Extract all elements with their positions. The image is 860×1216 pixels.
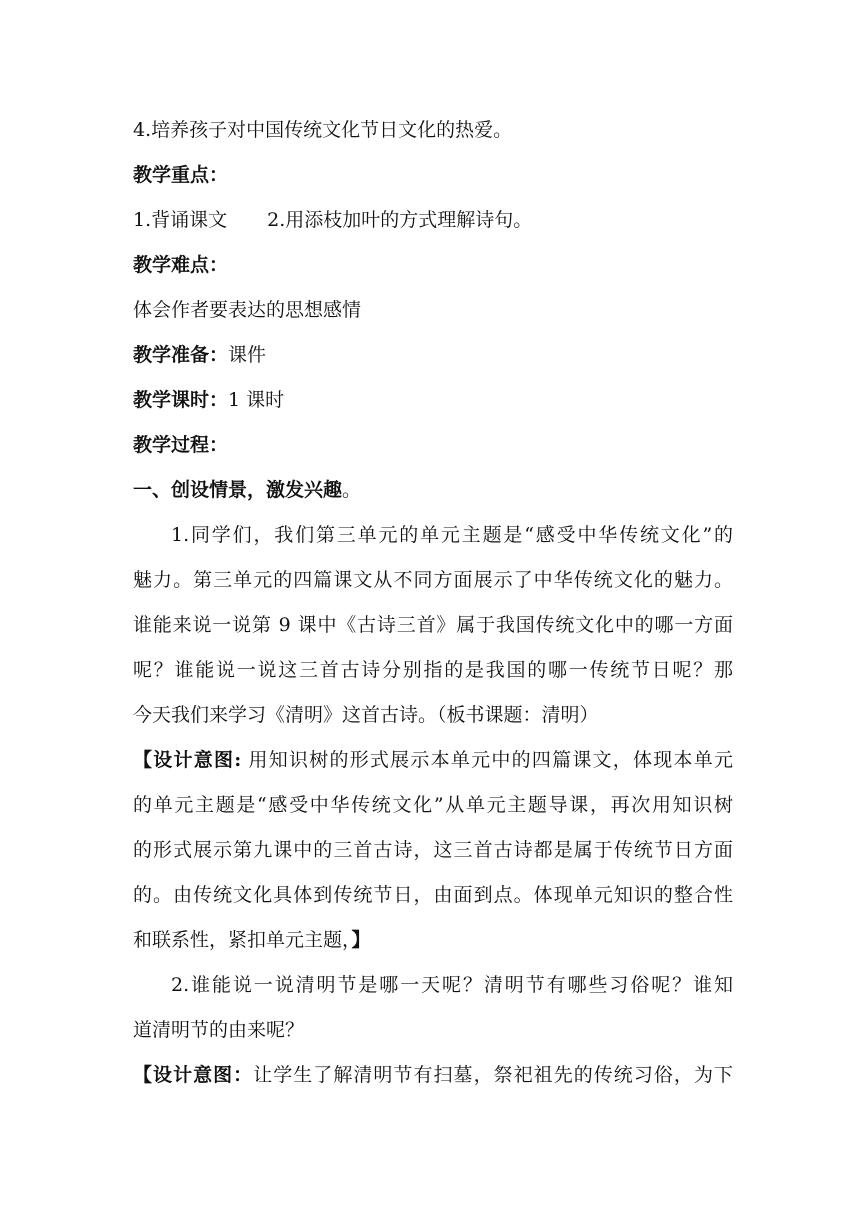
para1-line: 今天我们来学习《清明》这首古诗。（板书课题：清明） <box>133 704 599 726</box>
duration-line <box>133 386 733 414</box>
key-points-heading: 教学重点： <box>133 164 229 186</box>
intent1-text: 和联系性，紧扣单元主题， <box>133 929 352 951</box>
section-1-title-line <box>133 476 733 504</box>
preparation-value: 课件 <box>228 344 267 366</box>
key-points-line <box>133 206 733 234</box>
preparation-label: 教学准备： <box>133 344 229 366</box>
para1-line: 谁能来说一说第 9 课中《古诗三首》属于我国传统文化中的哪一方面 <box>133 614 733 636</box>
intent2-line <box>133 1061 733 1089</box>
intent1-text: 用知识树的形式展示本单元中的四篇课文，体现本单元 <box>241 749 733 771</box>
intent1-line: 的形式展示第九课中的三首古诗，这三首古诗都是属于传统节日方面 <box>133 839 733 861</box>
intent1-first-line <box>133 746 733 774</box>
difficulty-heading: 教学难点： <box>133 254 229 276</box>
para1-line: 呢？谁能说一说这三首古诗分别指的是我国的哪一传统节日呢？那 <box>133 659 733 681</box>
intent1-label: 【设计意图 <box>133 749 235 771</box>
intent1-close: 】 <box>351 929 371 951</box>
intent1-colon: : <box>234 749 242 771</box>
section-1-title: 一、创设情景，激发兴趣 <box>133 479 343 501</box>
key-point-1: 1.背诵课文 <box>133 209 228 231</box>
intent1-line: 的。由传统文化具体到传统节日，由面到点。体现单元知识的整合性 <box>133 884 733 906</box>
objective-item-4: 4.培养孩子对中国传统文化节日文化的热爱。 <box>133 119 513 141</box>
para1-line: 魅力。第三单元的四篇课文从不同方面展示了中华传统文化的魅力。 <box>133 569 733 591</box>
para2-line: 道清明节的由来呢？ <box>133 1019 305 1041</box>
intent2-text: 让学生了解清明节有扫墓，祭祀祖先的传统习俗，为下 <box>253 1064 733 1086</box>
duration-value: 1 课时 <box>228 389 285 411</box>
preparation-line <box>133 341 733 369</box>
intent2-label: 【设计意图： <box>133 1064 254 1086</box>
duration-label: 教学课时： <box>133 389 229 411</box>
section-1-title-end: 。 <box>342 479 362 501</box>
difficulty-text: 体会作者要表达的思想感情 <box>133 299 362 321</box>
intent1-last-line <box>133 926 733 954</box>
para1-line: 1.同学们，我们第三单元的单元主题是“感受中华传统文化”的 <box>171 524 733 546</box>
process-heading: 教学过程： <box>133 434 229 456</box>
para2-line: 2.谁能说一说清明节是哪一天呢？清明节有哪些习俗呢？谁知 <box>171 974 733 996</box>
key-point-2: 2.用添枝加叶的方式理解诗句。 <box>267 209 533 231</box>
intent1-line: 的单元主题是“感受中华传统文化”从单元主题导课，再次用知识树 <box>133 794 733 816</box>
